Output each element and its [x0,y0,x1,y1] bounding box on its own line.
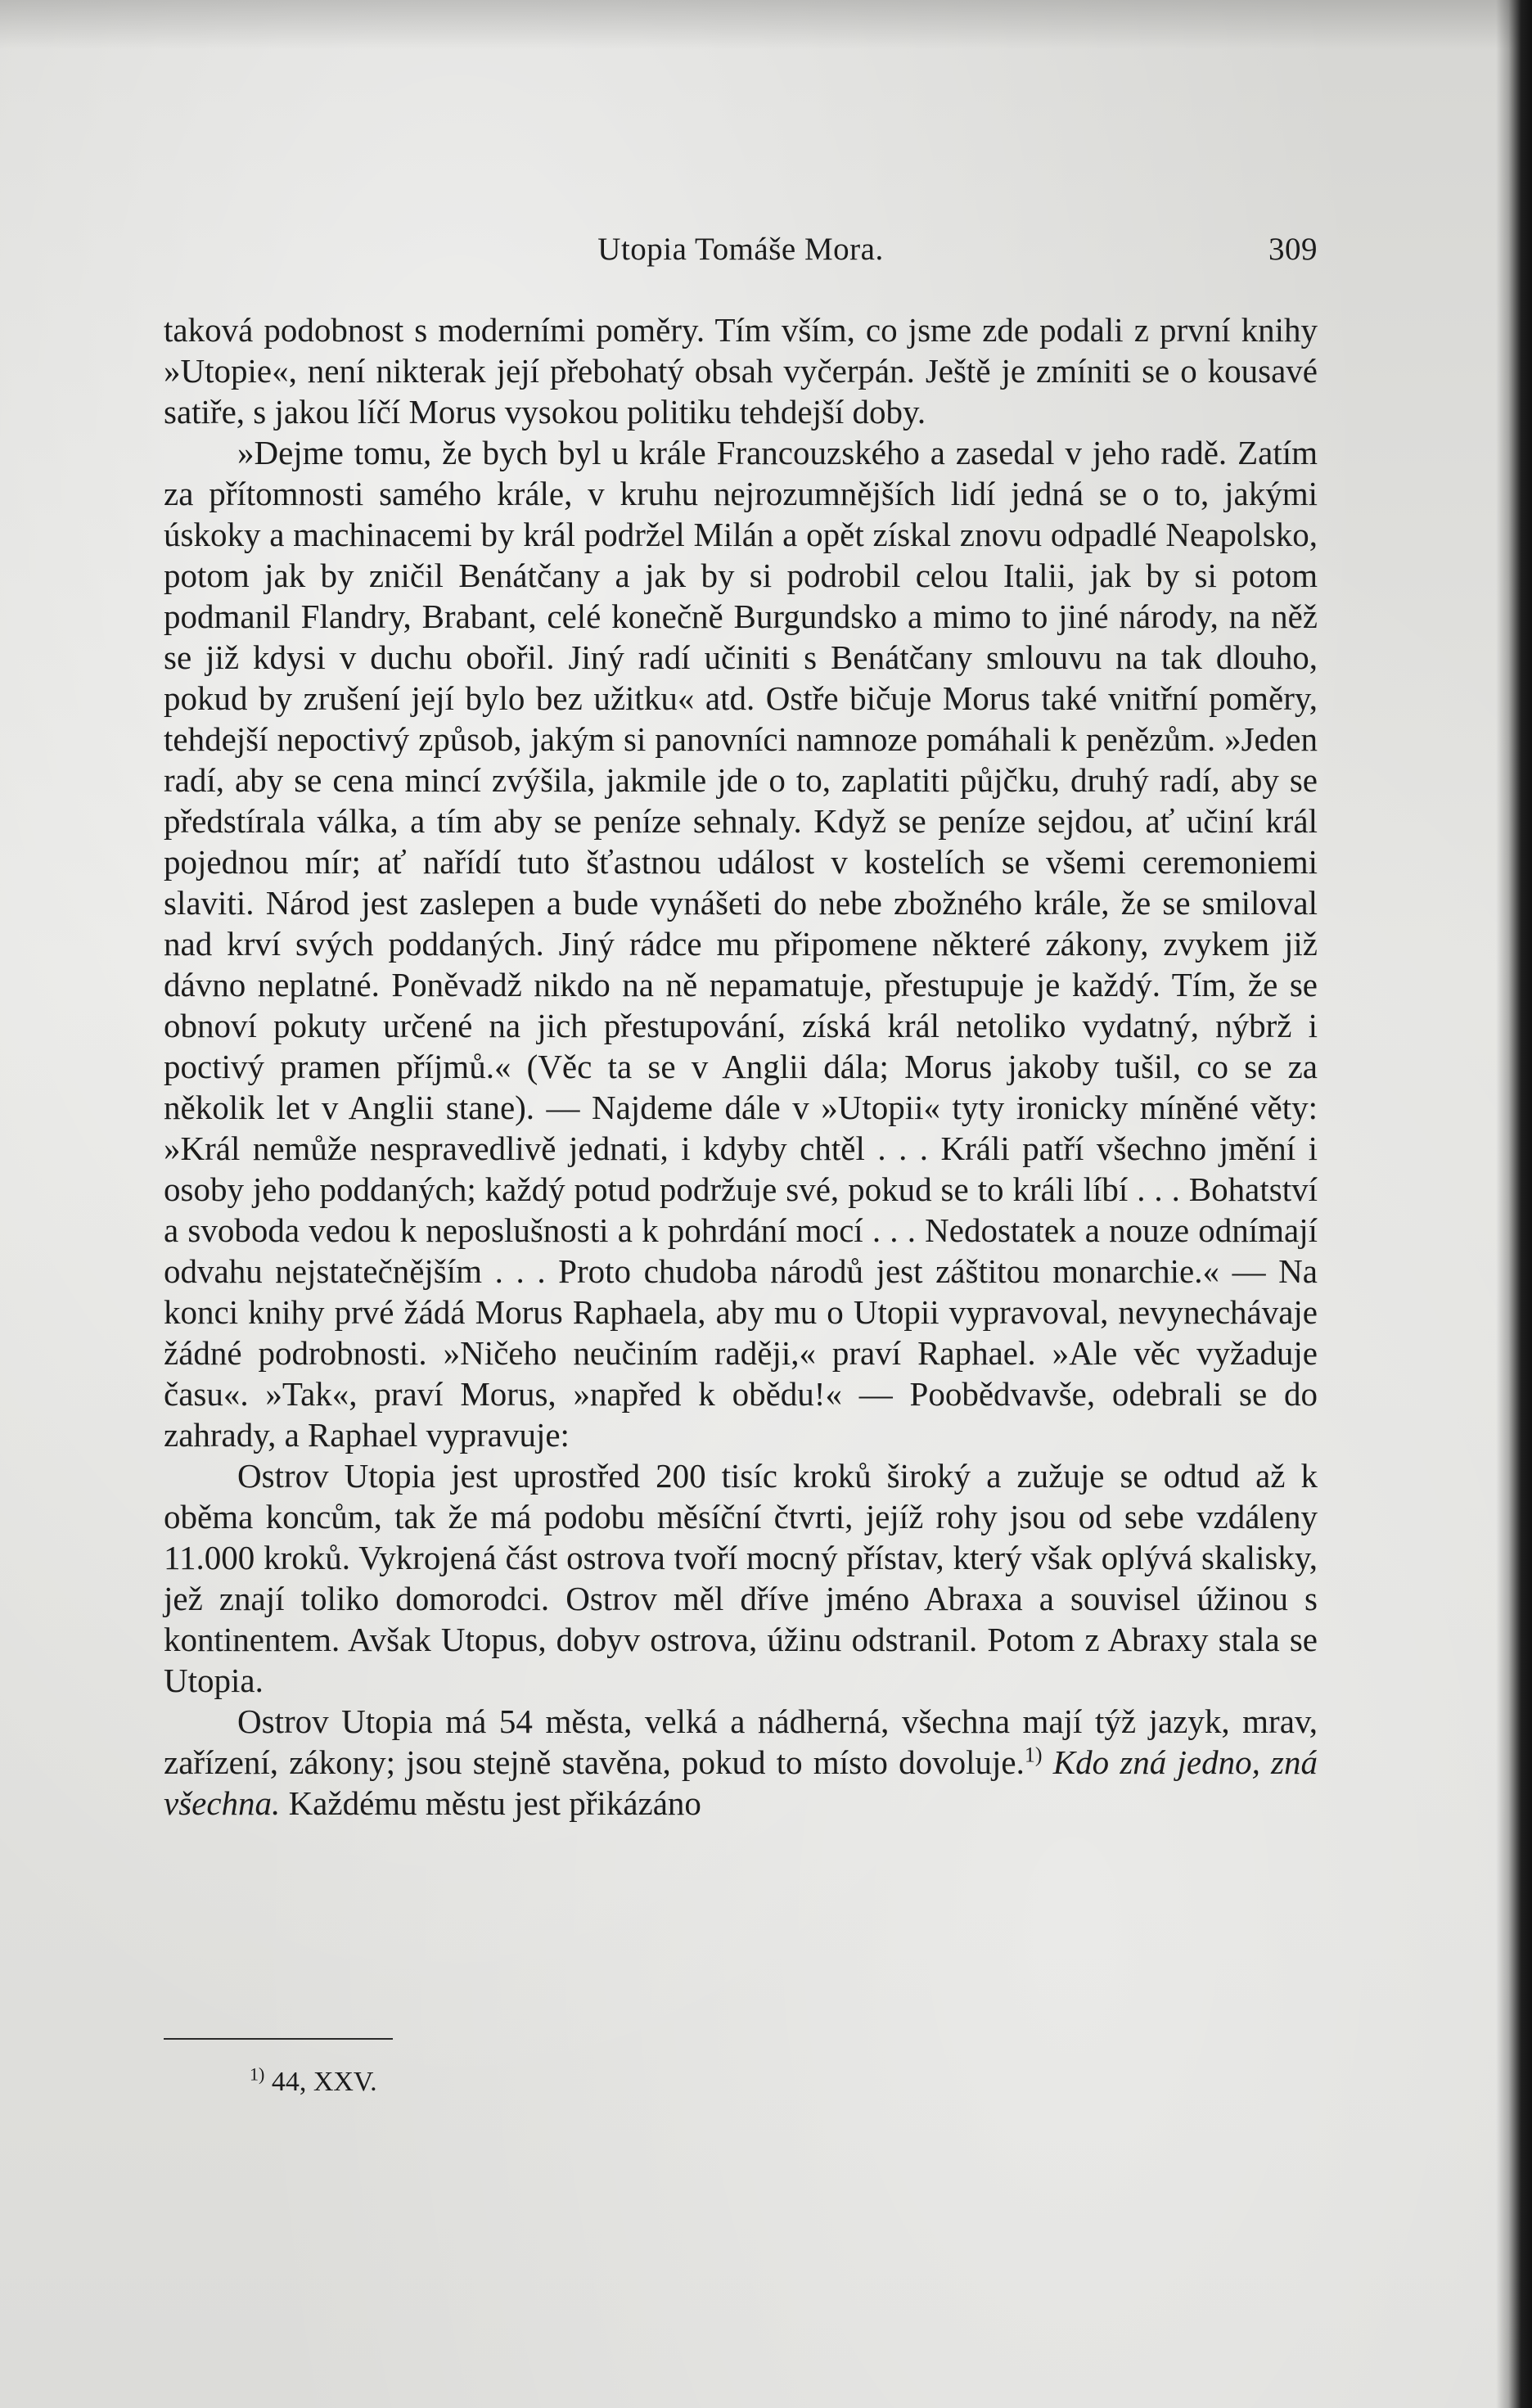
paragraph-3: Ostrov Utopia jest uprostřed 200 tisíc kroků široký a zužuje se odtud až k oběma koncům, tak že má podobu měsíční čtvrti, jejíž rohy jsou od sebe vzdáleny 11.000 kroků. Vykrojená část ostrova tvoří mocný přístav, který však oplývá skalisky, jež znají toliko domorodci. Ostrov měl dříve jméno Abraxa a souvisel úžinou s kontinentem. Avšak Utopus, dobyv ostrova, úžinu odstranil. Potom z Abraxy stala se Utopia. [164,1457,1318,1699]
paragraph-4 [164,1701,1318,1824]
running-title: Utopia Tomáše Mora. [597,232,884,267]
footnote-rule [164,2038,393,2040]
footnote [250,2063,377,2099]
page-number: 309 [1268,232,1318,267]
paragraph-2: »Dejme tomu, že bych byl u krále Francouzského a zasedal v jeho radě. Zatím za přítomnosti samého krále, v kruhu nejrozumnějších lidí jedná se o to, jakými úskoky a machinacemi by král podržel Milán a opět získal znovu odpadlé Neapolsko, potom jak by zničil Benátčany a jak by si podrobil celou Italii, jak by si potom podmanil Flandry, Brabant, celé konečně Burgundsko a mimo to jiné národy, na něž se již kdysi v duchu obořil. Jiný radí učiniti s Benátčany smlouvu na tak dlouho, pokud by zrušení její bylo bez užitku« atd. Ostře bičuje Morus také vnitřní poměry, tehdejší nepoctivý způsob, jakým si panovníci namnoze pomáhali k penězům. »Jeden radí, aby se cena mincí zvýšila, jakmile jde o to, zaplatiti půjčku, druhý radí, aby se předstírala válka, a tím aby se peníze sehnaly. Když se peníze sejdou, ať učiní král pojednou mír; ať nařídí tuto šťastnou událost v kostelích se všemi ceremoniemi slaviti. Národ jest zaslepen a bude vynášeti do nebe zbožného krále, že se smiloval nad krví svých poddaných. Jiný rádce mu připomene některé zákony, zvykem již dávno neplatné. Poněvadž nikdo na ně nepamatuje, přestupuje je každý. Tím, že se obnoví pokuty určené na jich přestupování, získá král netoliko vydatný, nýbrž i poctivý pramen příjmů.« (Věc ta se v Anglii dála; Morus jakoby tušil, co se za několik let v Anglii stane). — Najdeme dále v »Utopii« tyty ironicky míněné věty: »Král nemůže nespravedlivě jednati, i kdyby chtěl . . . Králi patří všechno jmění i osoby jeho poddaných; každý potud podržuje své, pokud se to králi líbí . . . Bohatství a svoboda vedou k neposlušnosti a k pohrdání mocí . . . Nedostatek a nouze odnímají odvahu nejstatečnějším . . . Proto chudoba národů jest záštitou monarchie.« — Na konci knihy prvé žádá Morus Raphaela, aby mu o Utopii vypravoval, nevynechávaje žádné podrobnosti. »Ničeho neučiním raději,« praví Raphael. »Ale věc vyžaduje času«. »Tak«, praví Morus, »napřed k obědu!« — Poobědvavše, odebrali se do zahrady, a Raphael vypravuje: [164,434,1318,1454]
paragraph-4-start: Ostrov Utopia má 54 města, velká a nádherná, všechna mají týž jazyk, mrav, zařízení, zákony; jsou stejně stavěna, pokud to místo dovoluje. [164,1702,1318,1781]
paragraph-1: taková podobnost s moderními poměry. Tím vším, co jsme zde podali z první knihy »Utopie«, není nikterak její přebohatý obsah vyčerpán. Ještě je zmíniti se o kousavé satiře, s jakou líčí Morus vysokou politiku tehdejší doby. [164,311,1318,431]
running-head [164,231,1318,280]
body-text [164,309,1318,1824]
scan-dark-edge [1496,0,1532,2408]
paragraph-4-italic: Kdo zná jedno, zná všechna. [164,1743,1318,1822]
scan-shadow-top [0,0,1532,49]
footnote-mark: 1) [250,2063,265,2085]
footnote-text: 44, XXV. [271,2067,377,2097]
paragraph-4-end: Každému městu jest přikázáno [288,1784,701,1822]
footnote-reference: 1) [1024,1743,1043,1767]
